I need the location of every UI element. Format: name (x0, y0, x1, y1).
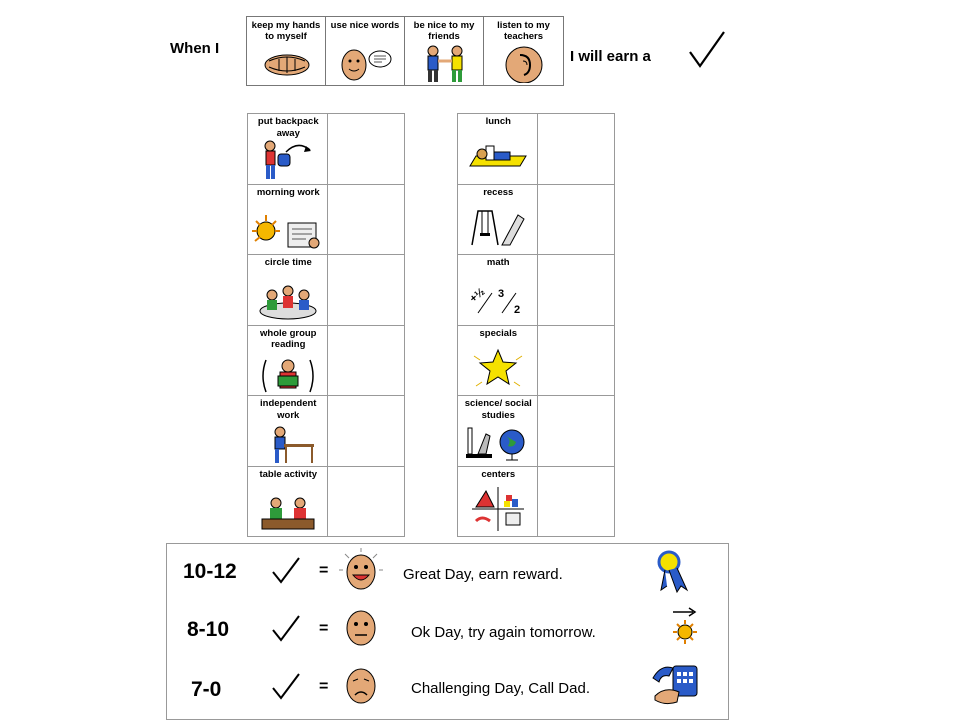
activity-cell (458, 255, 538, 325)
equals-sign: = (319, 562, 329, 579)
check-box-cell[interactable] (538, 467, 616, 537)
schedule-row (458, 114, 615, 185)
rule-label: listen to my teachers (497, 20, 550, 42)
activity-label: morning work (256, 186, 320, 198)
schedule-row (458, 185, 615, 256)
activity-label: whole group reading (260, 327, 317, 350)
check-box-cell[interactable] (328, 326, 406, 396)
playground-icon (468, 207, 528, 247)
science-globe-icon (464, 424, 526, 464)
range-label: 8-10 (187, 618, 230, 641)
rule-words (326, 17, 405, 85)
earn-label: I will earn a (570, 48, 651, 65)
happy-face-icon (339, 548, 383, 592)
check-box-cell[interactable] (538, 326, 616, 396)
outcome-text: Challenging Day, Call Dad. (411, 680, 590, 697)
activity-label: lunch (485, 116, 511, 127)
schedule-row (458, 467, 615, 538)
activity-label: specials (479, 327, 517, 339)
clasped-hands-icon (261, 47, 313, 83)
activity-cell (458, 396, 538, 466)
check-box-cell[interactable] (328, 114, 406, 184)
equals-sign: = (319, 620, 329, 637)
star-icon (468, 348, 528, 388)
schedule-row (248, 326, 405, 397)
activity-cell (248, 467, 328, 537)
behavior-rules-strip (246, 16, 564, 86)
check-box-cell[interactable] (328, 396, 406, 466)
activity-label: recess (483, 186, 514, 198)
schedule-row (248, 185, 405, 256)
rule-label: keep my hands to myself (251, 20, 321, 42)
ribbon-award-icon (655, 550, 697, 594)
schedule-row (248, 396, 405, 467)
checkmark-icon (271, 556, 301, 584)
equals-sign: = (319, 678, 329, 695)
activity-label: table activity (259, 468, 318, 480)
sad-face-icon (343, 664, 379, 706)
circle-time-icon (258, 281, 318, 321)
fractions-icon (468, 279, 528, 319)
activity-label: circle time (264, 257, 312, 268)
checkmark-icon (271, 672, 301, 700)
sun-arrow-icon (667, 606, 703, 646)
schedule-row (248, 255, 405, 326)
schedule-left (247, 113, 405, 537)
activity-label: independent work (260, 398, 317, 421)
rule-hands (247, 17, 326, 85)
scoring-legend (166, 543, 729, 720)
check-box-cell[interactable] (328, 467, 406, 537)
schedule-row (458, 326, 615, 397)
rule-label: use nice words (330, 20, 400, 31)
rule-listen (484, 17, 563, 85)
rule-friends (405, 17, 484, 85)
schedule-row (248, 114, 405, 185)
checkmark-icon (271, 614, 301, 642)
phone-call-icon (649, 660, 705, 710)
handshake-icon (419, 45, 471, 83)
check-box-cell[interactable] (538, 114, 616, 184)
check-box-cell[interactable] (538, 185, 616, 255)
activity-label: centers (481, 468, 516, 480)
svg-text:+½: +½ (468, 285, 488, 306)
schedule-row (458, 255, 615, 326)
checkmark-icon (686, 28, 728, 70)
outcome-text: Great Day, earn reward. (403, 566, 563, 583)
speaking-face-icon (340, 47, 392, 83)
check-box-cell[interactable] (328, 185, 406, 255)
schedule-right (457, 113, 615, 537)
neutral-face-icon (343, 608, 379, 648)
activity-cell (458, 467, 538, 537)
range-label: 7-0 (191, 678, 222, 701)
svg-text:3: 3 (498, 288, 505, 300)
activity-cell (458, 185, 538, 255)
activity-cell (458, 326, 538, 396)
rule-label: be nice to my friends (413, 20, 475, 42)
centers-icon (468, 487, 528, 531)
activity-label: math (486, 257, 510, 268)
schedule-row (458, 396, 615, 467)
activity-cell (248, 326, 328, 396)
activity-cell (458, 114, 538, 184)
backpack-icon (258, 140, 318, 180)
activity-label: science/ social studies (464, 398, 532, 421)
schedule-row (248, 467, 405, 538)
check-box-cell[interactable] (538, 255, 616, 325)
check-box-cell[interactable] (538, 396, 616, 466)
morning-work-icon (250, 211, 320, 251)
activity-cell (248, 255, 328, 325)
lunch-tray-icon (468, 136, 528, 176)
outcome-text: Ok Day, try again tomorrow. (411, 624, 596, 641)
reading-icon (258, 356, 318, 396)
when-label: When I (170, 40, 220, 57)
check-box-cell[interactable] (328, 255, 406, 325)
activity-cell (248, 185, 328, 255)
listening-ear-icon (498, 45, 550, 83)
activity-label: put backpack away (257, 116, 319, 139)
activity-cell (248, 114, 328, 184)
activity-cell (248, 396, 328, 466)
range-label: 10-12 (183, 560, 237, 583)
svg-text:2: 2 (514, 304, 521, 316)
desk-work-icon (258, 426, 318, 466)
table-activity-icon (258, 493, 318, 533)
